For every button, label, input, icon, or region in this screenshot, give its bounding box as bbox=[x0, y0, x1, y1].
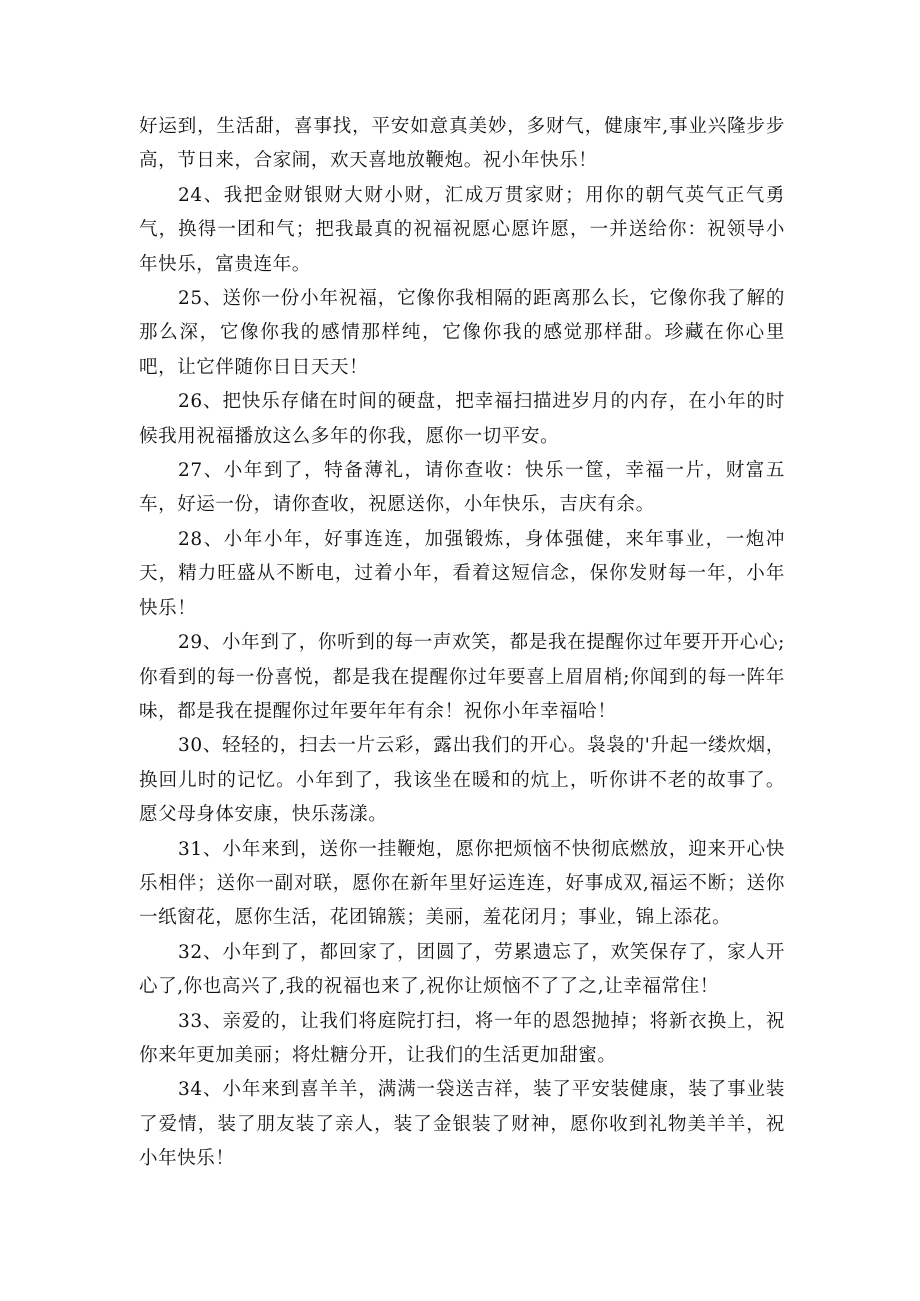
paragraph-27: 27、小年到了，特备薄礼，请你查收：快乐一筐，幸福一片，财富五车，好运一份，请你查收，祝愿送你，小年快乐，吉庆有余。 bbox=[139, 460, 785, 516]
document-body bbox=[139, 110, 785, 1177]
paragraph-32: 32、小年到了，都回家了，团圆了，劳累遗忘了，欢笑保存了，家人开心了,你也高兴了,我的祝福也来了,祝你让烦恼不了了之,让幸福常住！ bbox=[139, 941, 785, 998]
paragraph-33: 33、亲爱的，让我们将庭院打扫，将一年的恩怨抛掉；将新衣换上，祝你来年更加美丽；将灶糖分开，让我们的生活更加甜蜜。 bbox=[139, 1010, 785, 1066]
paragraph-30: 30、轻轻的，扫去一片云彩，露出我们的开心。袅袅的'升起一缕炊烟，换回儿时的记忆。小年到了，我该坐在暖和的炕上，听你讲不老的故事了。愿父母身体安康，快乐荡漾。 bbox=[139, 735, 785, 826]
paragraph-24: 24、我把金财银财大财小财，汇成万贯家财；用你的朝气英气正气勇气，换得一团和气；把我最真的祝福祝愿心愿许愿，一并送给你：祝领导小年快乐，富贵连年。 bbox=[139, 184, 785, 275]
paragraph-31: 31、小年来到，送你一挂鞭炮，愿你把烦恼不快彻底燃放，迎来开心快乐相伴；送你一副对联，愿你在新年里好运连连，好事成双,福运不断；送你一纸窗花，愿你生活，花团锦簇；美丽，羞花闭月；事业，锦上添花。 bbox=[139, 838, 785, 929]
paragraph-34: 34、小年来到喜羊羊，满满一袋送吉祥，装了平安装健康，装了事业装了爱情，装了朋友装了亲人，装了金银装了财神，愿你收到礼物美羊羊，祝小年快乐！ bbox=[139, 1079, 785, 1170]
paragraph-26: 26、把快乐存储在时间的硬盘，把幸福扫描进岁月的内存，在小年的时候我用祝福播放这么多年的你我，愿你一切平安。 bbox=[139, 391, 785, 447]
paragraph-continuation: 好运到，生活甜，喜事找，平安如意真美妙，多财气，健康牢,事业兴隆步步高，节日来，合家闹，欢天喜地放鞭炮。祝小年快乐！ bbox=[139, 116, 785, 172]
paragraph-25: 25、送你一份小年祝福，它像你我相隔的距离那么长，它像你我了解的那么深，它像你我的感情那样纯，它像你我的感觉那样甜。珍藏在你心里吧，让它伴随你日日天天！ bbox=[139, 288, 785, 378]
paragraph-29: 29、小年到了，你听到的每一声欢笑，都是我在提醒你过年要开开心心;你看到的每一份喜悦，都是我在提醒你过年要喜上眉眉梢;你闻到的每一阵年味，都是我在提醒你过年要年年有余！祝你小年幸福哈！ bbox=[139, 632, 785, 722]
paragraph-28: 28、小年小年，好事连连，加强锻炼，身体强健，来年事业，一炮冲天，精力旺盛从不断电，过着小年，看着这短信念，保你发财每一年，小年快乐！ bbox=[139, 528, 785, 619]
